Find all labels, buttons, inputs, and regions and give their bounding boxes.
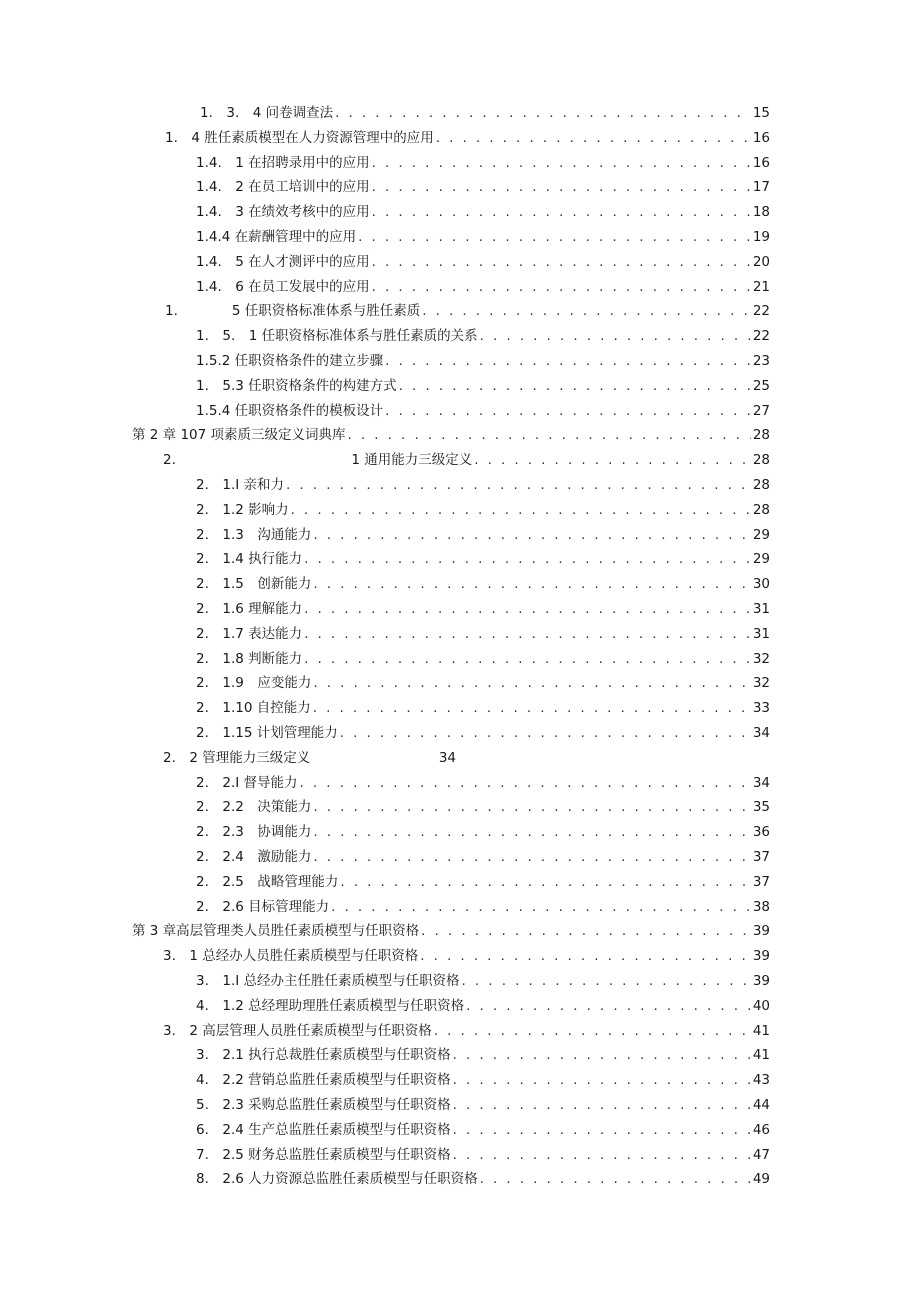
toc-entry[interactable] — [196, 1143, 770, 1167]
toc-entry-page: 36 — [752, 824, 770, 840]
dot-leader — [434, 1019, 751, 1043]
toc-entry-label: 1. 3. 4 问卷调查法 — [200, 105, 334, 121]
toc-entry-label: 2. 2.4 激励能力 — [196, 849, 312, 865]
toc-entry-page: 30 — [752, 576, 770, 592]
dot-leader — [453, 1093, 751, 1117]
toc-entry[interactable] — [196, 151, 770, 175]
toc-entry-page: 28 — [752, 477, 770, 493]
dot-leader — [385, 399, 751, 423]
toc-entry-label: 1.4. 1 在招聘录用中的应用 — [196, 155, 370, 171]
toc-entry-page: 34 — [752, 725, 770, 741]
dot-leader — [313, 820, 750, 844]
dot-leader — [304, 622, 751, 646]
toc-entry[interactable] — [165, 299, 770, 323]
dot-leader — [453, 1143, 751, 1167]
toc-entry[interactable] — [196, 969, 770, 993]
toc-entry-label: 2. 1.I 亲和力 — [196, 477, 285, 493]
dot-leader — [385, 349, 751, 373]
toc-entry-label: 2. 2 管理能力三级定义 — [163, 750, 311, 766]
toc-entry[interactable] — [196, 523, 770, 547]
dot-leader — [335, 101, 751, 125]
toc-entry-page: 21 — [752, 279, 770, 295]
toc-entry-label: 8. 2.6 人力资源总监胜任素质模型与任职资格 — [196, 1171, 478, 1187]
toc-entry-label: 3. 1 总经办人员胜任素质模型与任职资格 — [163, 948, 419, 964]
toc-entry[interactable] — [196, 994, 770, 1018]
toc-entry[interactable] — [196, 671, 770, 695]
dot-leader — [291, 498, 751, 522]
toc-entry-page: 49 — [752, 1171, 770, 1187]
toc-entry[interactable] — [196, 622, 770, 646]
toc-entry-label: 3. 1.I 总经办主任胜任素质模型与任职资格 — [196, 973, 460, 989]
toc-entry[interactable] — [196, 895, 770, 919]
toc-entry-page: 46 — [752, 1122, 770, 1138]
toc-entry[interactable] — [163, 1019, 770, 1043]
dot-leader — [340, 870, 750, 894]
dot-leader — [480, 1167, 751, 1191]
toc-entry-page: 37 — [752, 849, 770, 865]
toc-entry[interactable] — [196, 175, 770, 199]
toc-entry-label: 1.4.4 在薪酬管理中的应用 — [196, 229, 357, 245]
dot-leader — [372, 151, 751, 175]
toc-entry-page: 37 — [752, 874, 770, 890]
dot-leader — [304, 547, 751, 571]
toc-entry-label: 1.5.4 任职资格条件的模板设计 — [196, 403, 384, 419]
toc-entry-page: 41 — [752, 1023, 770, 1039]
dot-leader — [331, 895, 751, 919]
toc-entry-page: 27 — [752, 403, 770, 419]
dot-leader — [286, 473, 751, 497]
dot-leader — [436, 126, 751, 150]
toc-entry[interactable] — [196, 597, 770, 621]
toc-entry-label: 1. 5.3 任职资格条件的构建方式 — [196, 378, 397, 394]
toc-entry[interactable] — [196, 696, 770, 720]
toc-entry-label: 2. 2.3 协调能力 — [196, 824, 312, 840]
toc-entry[interactable] — [196, 1093, 770, 1117]
toc-entry-label: 2. 1.7 表达能力 — [196, 626, 303, 642]
toc-entry-page: 39 — [752, 973, 770, 989]
toc-entry-label: 2. 1.8 判断能力 — [196, 651, 303, 667]
toc-entry[interactable] — [196, 275, 770, 299]
toc-entry-page: 40 — [752, 998, 770, 1014]
toc-entry-label: 1.4. 2 在员工培训中的应用 — [196, 179, 370, 195]
dot-leader — [313, 696, 751, 720]
toc-entry-label: 4. 1.2 总经理助理胜任素质模型与任职资格 — [196, 998, 465, 1014]
toc-entry[interactable] — [196, 820, 770, 844]
toc-entry-label: 1. 5 任职资格标准体系与胜任素质 — [165, 303, 421, 319]
toc-entry-page: 35 — [752, 799, 770, 815]
dot-leader — [313, 671, 750, 695]
dot-leader — [372, 275, 751, 299]
dot-leader — [313, 845, 750, 869]
toc-entry-page: 16 — [752, 130, 770, 146]
toc-entry-page: 38 — [752, 899, 770, 915]
toc-entry-page: 20 — [752, 254, 770, 270]
toc-entry-label: 2. 2.5 战略管理能力 — [196, 874, 339, 890]
toc-entry-label: 2. 2.2 决策能力 — [196, 799, 312, 815]
toc-entry-page: 39 — [752, 948, 770, 964]
dot-leader — [462, 969, 751, 993]
toc-entry-page: 17 — [752, 179, 770, 195]
toc-entry-label: 1. 5. 1 任职资格标准体系与胜任素质的关系 — [196, 328, 478, 344]
dot-leader — [399, 374, 751, 398]
toc-entry[interactable] — [196, 870, 770, 894]
toc-entry[interactable] — [196, 498, 770, 522]
toc-entry-label: 2. 1.10 自控能力 — [196, 700, 311, 716]
toc-entry-label: 2. 1.3 沟通能力 — [196, 527, 312, 543]
toc-entry-label: 第 3 章高层管理类人员胜任素质模型与任职资格 — [132, 923, 420, 939]
toc-entry[interactable] — [196, 1068, 770, 1092]
toc-entry-page: 29 — [752, 527, 770, 543]
dot-leader — [453, 1118, 751, 1142]
toc-entry-page: 34 — [438, 750, 456, 766]
toc-entry-page: 44 — [752, 1097, 770, 1113]
toc-entry[interactable] — [196, 1167, 770, 1191]
dot-leader — [313, 523, 750, 547]
toc-entry-page: 41 — [752, 1047, 770, 1063]
toc-entry[interactable] — [196, 324, 770, 348]
toc-entry-page: 28 — [752, 427, 770, 443]
dot-leader — [453, 1068, 751, 1092]
toc-entry-label: 2. 1.15 计划管理能力 — [196, 725, 338, 741]
toc-entry[interactable] — [196, 771, 770, 795]
toc-entry[interactable] — [165, 126, 770, 150]
toc-entry-page: 28 — [752, 502, 770, 518]
toc-entry-label: 3. 2 高层管理人员胜任素质模型与任职资格 — [163, 1023, 432, 1039]
dot-leader — [372, 200, 751, 224]
toc-entry[interactable] — [196, 1043, 770, 1067]
toc-entry-page: 16 — [752, 155, 770, 171]
toc-entry-page: 32 — [752, 651, 770, 667]
toc-entry-page: 47 — [752, 1147, 770, 1163]
toc-entry-label: 1.5.2 任职资格条件的建立步骤 — [196, 353, 384, 369]
toc-entry-page: 22 — [752, 303, 770, 319]
toc-entry-label: 6. 2.4 生产总监胜任素质模型与任职资格 — [196, 1122, 451, 1138]
toc-entry[interactable] — [163, 448, 770, 472]
dot-leader — [372, 250, 751, 274]
toc-entry-page: 31 — [752, 626, 770, 642]
toc-entry[interactable] — [196, 547, 770, 571]
dot-leader — [480, 324, 751, 348]
toc-entry-page: 43 — [752, 1072, 770, 1088]
toc-entry[interactable] — [196, 374, 770, 398]
toc-entry[interactable] — [196, 225, 770, 249]
toc-entry-label: 1.4. 6 在员工发展中的应用 — [196, 279, 370, 295]
toc-entry-label: 3. 2.1 执行总裁胜任素质模型与任职资格 — [196, 1047, 451, 1063]
dot-leader — [420, 944, 751, 968]
toc-entry-label: 2. 1.9 应变能力 — [196, 675, 312, 691]
toc-entry[interactable] — [163, 746, 456, 770]
toc-entry-label: 2. 2.I 督导能力 — [196, 775, 298, 791]
toc-entry-label: 2. 1 通用能力三级定义 — [163, 452, 473, 468]
toc-entry-page: 34 — [752, 775, 770, 791]
toc-entry-label: 5. 2.3 采购总监胜任素质模型与任职资格 — [196, 1097, 451, 1113]
toc-entry[interactable] — [196, 250, 770, 274]
toc-entry-page: 32 — [752, 675, 770, 691]
dot-leader — [372, 175, 751, 199]
dot-leader — [466, 994, 751, 1018]
toc-entry-page: 28 — [752, 452, 770, 468]
toc-entry-label: 2. 1.5 创新能力 — [196, 576, 312, 592]
toc-chapter[interactable] — [132, 919, 770, 943]
toc-entry-page: 19 — [752, 229, 770, 245]
toc-entry[interactable] — [196, 1118, 770, 1142]
dot-leader — [313, 572, 750, 596]
toc-entry-label: 2. 1.4 执行能力 — [196, 551, 303, 567]
toc-entry-page: 33 — [752, 700, 770, 716]
dot-leader — [474, 448, 751, 472]
dot-leader — [304, 597, 751, 621]
toc-entry[interactable] — [196, 845, 770, 869]
toc-entry-label: 4. 2.2 营销总监胜任素质模型与任职资格 — [196, 1072, 451, 1088]
toc-entry-page: 22 — [752, 328, 770, 344]
toc-entry-label: 2. 1.2 影响力 — [196, 502, 289, 518]
dot-leader — [421, 919, 751, 943]
toc-entry-page: 18 — [752, 204, 770, 220]
toc-entry[interactable] — [196, 200, 770, 224]
toc-entry-page: 29 — [752, 551, 770, 567]
toc-entry[interactable] — [200, 101, 770, 125]
toc-entry-label: 1.4. 3 在绩效考核中的应用 — [196, 204, 370, 220]
toc-entry[interactable] — [196, 349, 770, 373]
dot-leader — [313, 795, 750, 819]
toc-entry-page: 31 — [752, 601, 770, 617]
toc-entry[interactable] — [196, 721, 770, 745]
toc-entry-label: 1. 4 胜任素质模型在人力资源管理中的应用 — [165, 130, 434, 146]
dot-leader — [358, 225, 751, 249]
toc-entry[interactable] — [196, 399, 770, 423]
toc-entry-label: 7. 2.5 财务总监胜任素质模型与任职资格 — [196, 1147, 451, 1163]
dot-leader — [348, 423, 751, 447]
dot-leader — [300, 771, 751, 795]
toc-entry-page: 15 — [752, 105, 770, 121]
dot-leader — [453, 1043, 751, 1067]
toc-chapter[interactable] — [132, 423, 770, 447]
toc-entry[interactable] — [196, 572, 770, 596]
toc-entry-page: 23 — [752, 353, 770, 369]
toc-entry[interactable] — [196, 795, 770, 819]
toc-entry-label: 第 2 章 107 项素质三级定义词典库 — [132, 427, 346, 443]
toc-entry-label: 1.4. 5 在人才测评中的应用 — [196, 254, 370, 270]
dot-leader — [304, 647, 751, 671]
toc-entry[interactable] — [196, 647, 770, 671]
dot-leader — [340, 721, 751, 745]
toc-entry-page: 25 — [752, 378, 770, 394]
toc-entry-page: 39 — [752, 923, 770, 939]
toc-entry-label: 2. 2.6 目标管理能力 — [196, 899, 330, 915]
toc-entry[interactable] — [163, 944, 770, 968]
toc-entry-label: 2. 1.6 理解能力 — [196, 601, 303, 617]
dot-leader — [422, 299, 751, 323]
toc-entry[interactable] — [196, 473, 770, 497]
